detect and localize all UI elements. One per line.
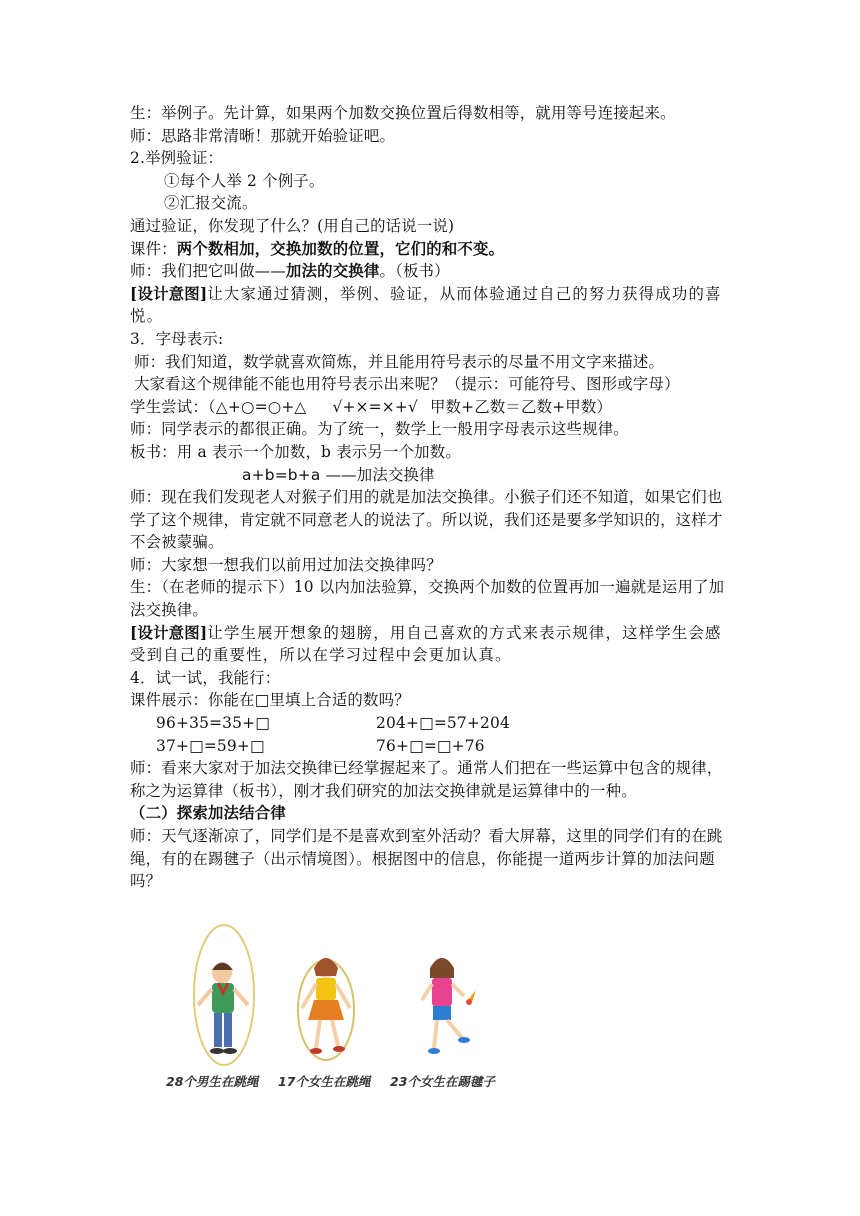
attempt-words: 甲数+乙数＝乙数+甲数） — [429, 397, 613, 416]
paragraph: 师：大家想一想我们以前用过加法交换律吗？ — [130, 555, 442, 574]
exercise: 37+□=59+□ — [156, 736, 265, 755]
boy-jumping-rope-illustration — [176, 915, 276, 1075]
suffix: 。（板书） — [379, 262, 450, 281]
girl-kicking-shuttlecock-illustration — [406, 930, 486, 1070]
design-intent-text: 让大家通过猜测，举例、验证，从而体验通过自己的努力获得成功的喜悦。 — [130, 284, 722, 326]
paragraph: 师：现在我们发现老人对猴子们用的就是加法交换律。小猴子们还不知道，如果它们也学了这个规律，肯定就不同意老人的说法了。所以说，我们还是要多学知识的，这样才不会被蒙骗。 — [130, 488, 723, 552]
prefix: 师：我们把它叫做—— — [130, 262, 286, 281]
scene-illustration — [136, 905, 536, 1103]
prefix: 课件： — [130, 239, 177, 258]
list-item: ②汇报交流。 — [164, 194, 258, 213]
design-intent-tag: [设计意图] — [130, 623, 208, 642]
caption-boys-jump-rope: 28个男生在跳绳 — [166, 1074, 259, 1089]
paragraph: 师：看来大家对于加法交换律已经掌握起来了。通常人们把在一些运算中包含的规律，称之为运算律（板书），刚才我们研究的加法交换律就是运算律中的一种。 — [130, 759, 723, 800]
paragraph — [130, 238, 740, 261]
bold-statement: 两个数相加，交换加数的位置，它们的和不变。 — [176, 239, 505, 258]
section-heading: （二）探索加法结合律 — [130, 804, 286, 823]
paragraph: 通过验证，你发现了什么？(用自己的话说一说) — [130, 216, 455, 235]
exercise: 76+□=□+76 — [376, 736, 485, 755]
exercise: 204+□=57+204 — [376, 714, 510, 733]
exercise: 96+35=35+□ — [156, 714, 270, 733]
exercise-row — [130, 735, 740, 758]
list-item: ①每个人举 2 个例子。 — [164, 171, 325, 190]
attempt-shapes: 学生尝试：（△+○=○+△ — [130, 397, 307, 416]
paragraph: 师：思路非常清晰！那就开始验证吧。 — [130, 126, 396, 145]
formula: a+b=b+a — [242, 465, 321, 484]
section-heading: 3．字母表示: — [130, 329, 224, 348]
section-heading: 2.举例验证： — [130, 149, 224, 168]
formula-line — [130, 464, 740, 487]
paragraph — [130, 260, 740, 283]
attempt-symbols: √+×=×+√ — [332, 397, 418, 416]
design-intent-text: 让学生展开想象的翅膀，用自己喜欢的方式来表示规律，这样学生会感受到自己的重要性，所以在学习过程中会更加认真。 — [130, 623, 722, 665]
caption-girls-shuttlecock: 23个女生在踢毽子 — [390, 1074, 495, 1089]
caption-girls-jump-rope: 17个女生在跳绳 — [278, 1074, 371, 1089]
paragraph — [130, 396, 740, 419]
paragraph: 师：同学表示的都很正确。为了统一，数学上一般用字母表示这些规律。 — [130, 420, 629, 439]
section-heading: 4．试一试，我能行： — [130, 668, 281, 687]
paragraph: 师：天气逐渐凉了，同学们是不是喜欢到室外活动？看大屏幕，这里的同学们有的在跳绳，有的在踢毽子（出示情境图）。根据图中的信息，你能提一道两步计算的加法问题吗？ — [130, 827, 723, 891]
document-body — [130, 102, 740, 893]
paragraph: 板书：用 a 表示一个加数，b 表示另一个加数。 — [130, 442, 461, 461]
paragraph: 师：我们知道，数学就喜欢简炼，并且能用符号表示的尽量不用文字来描述。 — [134, 352, 665, 371]
exercise-row — [130, 712, 740, 735]
paragraph: 生：（在老师的提示下）10 以内加法验算，交换两个加数的位置再加一遍就是运用了加法交换律。 — [130, 578, 725, 620]
design-intent — [130, 622, 730, 667]
girl-jumping-rope-illustration — [286, 930, 366, 1070]
bold-term: 加法的交换律 — [285, 262, 380, 281]
paragraph: 课件展示：你能在□里填上合适的数吗？ — [130, 691, 410, 710]
paragraph: 生：举例子。先计算，如果两个加数交换位置后得数相等，就用等号连接起来。 — [130, 104, 676, 122]
design-intent — [130, 283, 730, 328]
formula-label: ——加法交换律 — [320, 465, 435, 484]
paragraph: 大家看这个规律能不能也用符号表示出来呢？（提示：可能符号、图形或字母） — [134, 375, 680, 394]
design-intent-tag: [设计意图] — [130, 284, 208, 303]
